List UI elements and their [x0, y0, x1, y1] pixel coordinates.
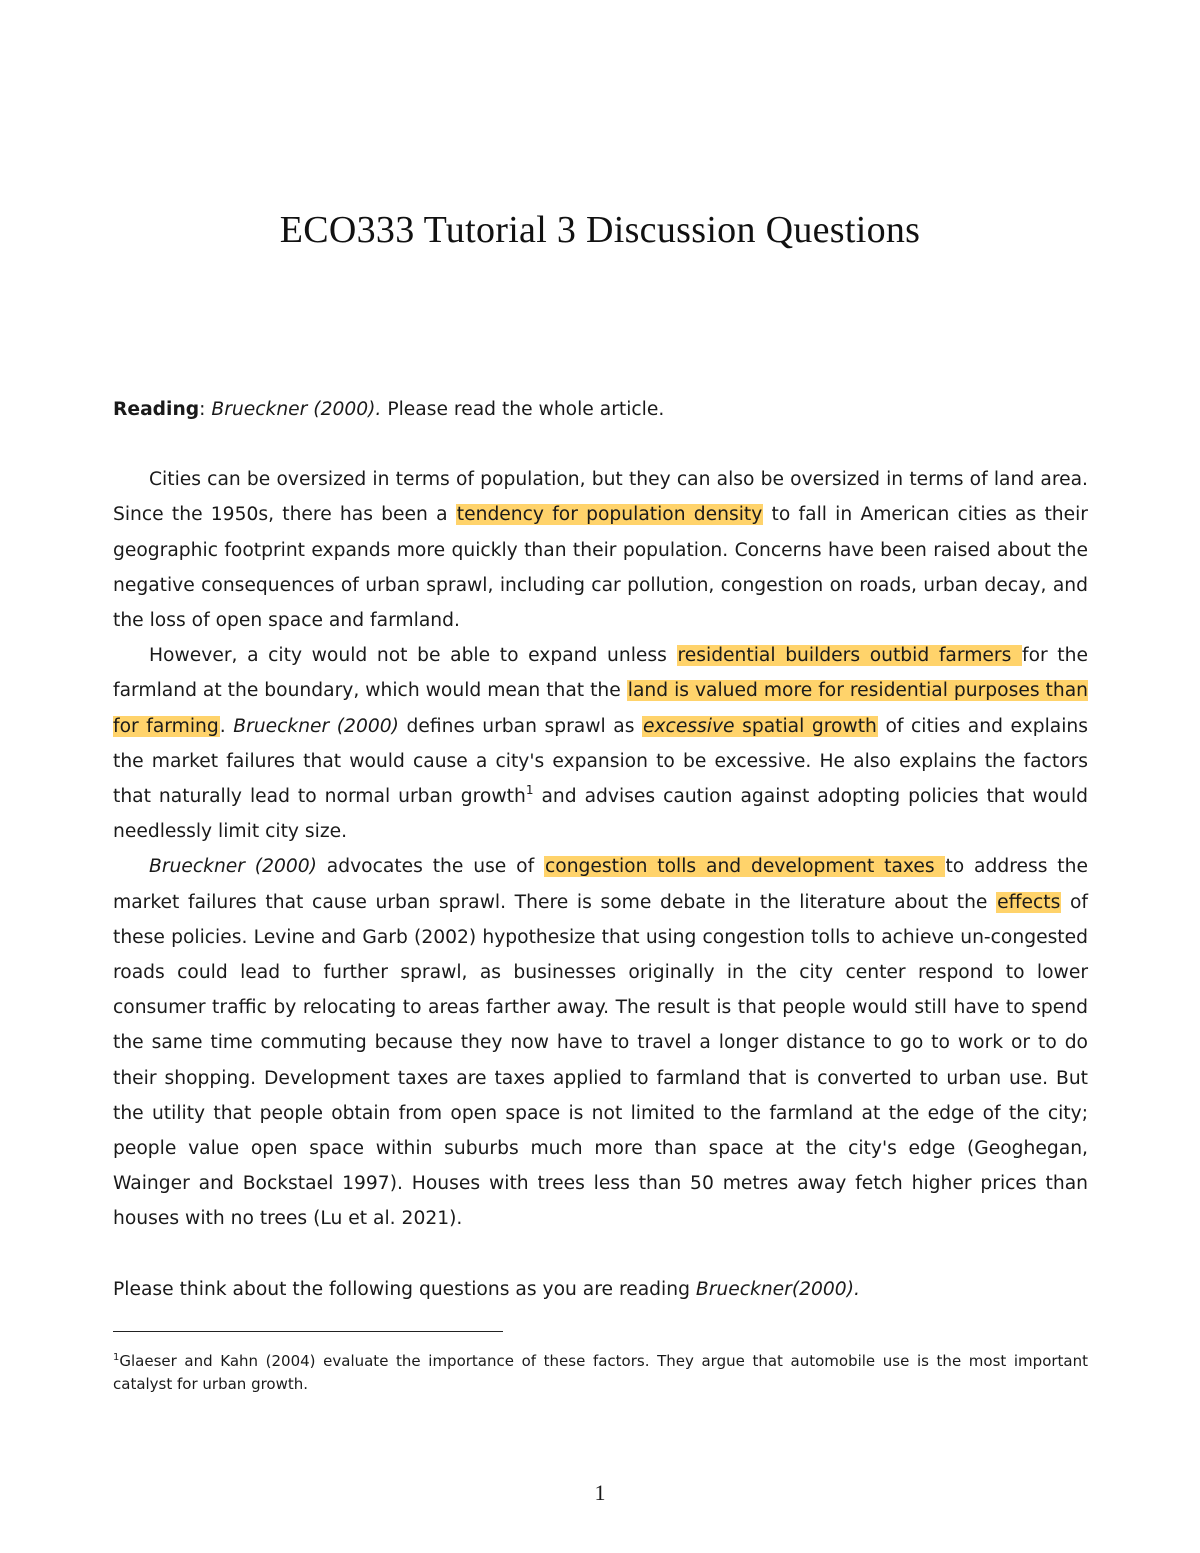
p3-text-1: advocates the use of — [316, 856, 544, 878]
footnote-reference[interactable]: 1 — [525, 783, 534, 798]
p2-text-4: defines urban sprawl as — [398, 715, 642, 737]
footnote-text: Glaeser and Kahn (2004) evaluate the importance of these factors. They argue that automobile use is the most important catalyst for urban growth. — [113, 1352, 1088, 1393]
highlight-excessive-growth — [642, 716, 878, 737]
p1-text-2: to fall in American cities as their geographic footprint expands more quickly than their population. Concerns have been raised about the negative consequences of urban sprawl, including car pollution, congestion on roads, urban decay, and the loss of open space and farmland. — [113, 504, 1088, 632]
reading-colon: : — [199, 399, 206, 420]
paragraph-1 — [113, 462, 1088, 638]
p3-text-2: to address the market failures that cause urban sprawl. There is some debate in the literature about the — [113, 856, 1088, 913]
page-number: 1 — [594, 1480, 606, 1505]
reading-citation: Brueckner (2000). — [211, 399, 382, 420]
highlight-land-valued: land is valued more for residential purposes than for farming — [113, 680, 1088, 737]
footnote-rule — [113, 1331, 503, 1332]
citation-brueckner: Brueckner (2000) — [149, 856, 317, 878]
reading-line — [113, 392, 1088, 427]
citation-brueckner: Brueckner(2000). — [695, 1278, 860, 1300]
p4-text-1: Please think about the following questions as you are reading — [113, 1278, 696, 1300]
p3-text-3: of these policies. Levine and Garb (2002) hypothesize that using congestion tolls to achieve un-congested roads could lead to further sprawl, as businesses originally in the city center respond to lower consumer traffic by relocating to areas farther away. The result is that people would still have to spend the same time commuting because they now have to travel a longer distance to go to work or to do their shopping. Development taxes are taxes applied to farmland that is converted to urban use. But the utility that people obtain from open space is not limited to the farmland at the edge of the city; people value open space within suburbs much more than space at the city's edge (Geoghegan, Wainger and Bockstael 1997). Houses with trees less than 50 metres away fetch higher prices than houses with no trees (Lu et al. 2021). — [113, 891, 1089, 1230]
document-title: ECO333 Tutorial 3 Discussion Questions — [279, 209, 921, 251]
highlight-congestion-tolls: congestion tolls and development taxes — [545, 856, 945, 878]
excessive-emphasis: excessive — [642, 715, 735, 737]
highlight-population-density: tendency for population density — [456, 504, 763, 526]
p2-text-5: of cities and explains the market failures that would cause a city's expansion to be excessive. He also explains the factors that naturally lead to normal urban growth — [113, 715, 1089, 808]
footnote — [113, 1350, 1088, 1396]
paragraph-gap — [113, 1237, 1088, 1272]
p2-text-2: for the farmland at the boundary, which would mean that the — [113, 645, 1088, 702]
spatial-growth-text: spatial growth — [734, 715, 877, 737]
document-body — [113, 392, 1088, 1307]
p2-text-6: and advises caution against adopting policies that would needlessly limit city size. — [113, 786, 1088, 843]
p2-text-3: . — [219, 715, 234, 737]
paragraph-2 — [113, 638, 1088, 849]
p2-text-1: However, a city would not be able to expand unless — [149, 645, 677, 667]
citation-brueckner: Brueckner (2000) — [233, 715, 399, 737]
p1-text-1: Cities can be oversized in terms of population, but they can also be oversized in terms of land area. Since the 1950s, there has been a — [113, 469, 1088, 526]
paragraph-gap — [113, 427, 1088, 462]
highlight-builders-outbid: residential builders outbid farmers — [677, 645, 1021, 667]
highlight-effects: effects — [997, 891, 1061, 913]
reading-text: Please read the whole article. — [387, 399, 665, 420]
paragraph-4 — [113, 1272, 1088, 1307]
reading-label: Reading — [113, 399, 200, 420]
paragraph-3 — [113, 849, 1088, 1236]
footnote-mark: 1 — [113, 1352, 120, 1363]
